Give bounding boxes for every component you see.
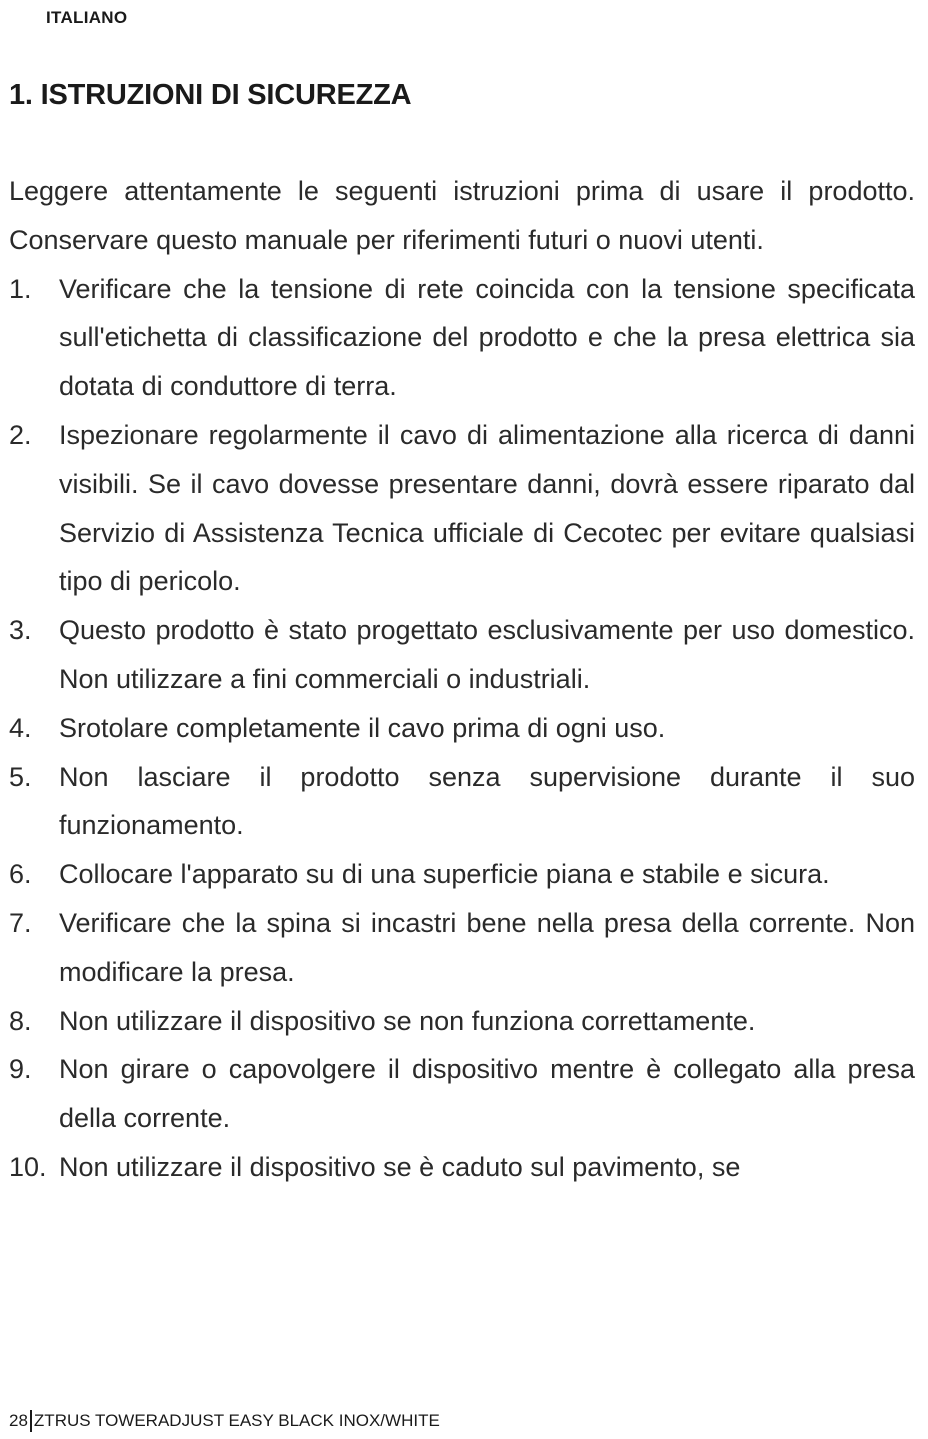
list-item-text: Verificare che la spina si incastri bene nella presa della corrente. Non modificare la presa.: [59, 907, 915, 987]
list-item: [9, 997, 915, 1046]
list-item-number: 6.: [9, 859, 32, 890]
list-item-text: Collocare l'apparato su di una superficie piana e stabile e sicura.: [59, 859, 830, 890]
list-item: [9, 753, 915, 851]
list-item-text: Verificare che la tensione di rete coincida con la tensione specificata sull'etichetta di classificazione del prodotto e che la presa elettrica sia dotata di conduttore di terra.: [59, 273, 915, 402]
list-item-text: Srotolare completamente il cavo prima di ogni uso.: [59, 712, 666, 743]
page-number: 28: [9, 1411, 28, 1430]
list-item-number: 4.: [9, 712, 32, 743]
intro-paragraph: Leggere attentamente le seguenti istruzioni prima di usare il prodotto. Conservare questo manuale per riferimenti futuri o nuovi utenti.: [9, 176, 915, 255]
section-content: [9, 167, 915, 1192]
footer-divider: [30, 1410, 32, 1432]
list-item-number: 5.: [9, 761, 32, 792]
safety-instructions-list: [9, 265, 915, 1192]
list-item-text: Non utilizzare il dispositivo se non funziona correttamente.: [59, 1005, 756, 1036]
list-item-number: 9.: [9, 1054, 32, 1085]
list-item: [9, 899, 915, 997]
list-item: [9, 265, 915, 411]
list-item-number: 8.: [9, 1005, 32, 1036]
list-item-text: Non utilizzare il dispositivo se è caduto sul pavimento, se: [59, 1151, 741, 1182]
list-item-text: Non girare o capovolgere il dispositivo mentre è collegato alla presa della corrente.: [59, 1054, 915, 1134]
list-item: [9, 606, 915, 704]
list-item: [9, 1143, 915, 1192]
list-item-text: Ispezionare regolarmente il cavo di alimentazione alla ricerca di danni visibili. Se il cavo dovesse presentare danni, dovrà essere riparato dal Servizio di Assistenza Tecnica ufficiale di Cecotec per evitare qualsiasi tipo di pericolo.: [59, 419, 915, 597]
language-label: ITALIANO: [46, 8, 128, 27]
list-item-text: Questo prodotto è stato progettato esclusivamente per uso domestico. Non utilizzare a fini commerciali o industriali.: [59, 615, 915, 694]
list-item: [9, 704, 915, 753]
list-item-number: 10.: [9, 1151, 47, 1182]
list-item: [9, 850, 915, 899]
list-item-number: 7.: [9, 907, 32, 938]
list-item-number: 1.: [9, 273, 32, 304]
list-item-number: 3.: [9, 615, 32, 646]
list-item-number: 2.: [9, 419, 32, 450]
page-footer: [9, 1410, 440, 1432]
section-title: 1. ISTRUZIONI DI SICUREZZA: [9, 79, 412, 111]
list-item: [9, 411, 915, 606]
list-item-text: Non lasciare il prodotto senza supervisione durante il suo funzionamento.: [59, 761, 915, 841]
product-name: ZTRUS TOWERADJUST EASY BLACK INOX/WHITE: [33, 1411, 440, 1430]
list-item: [9, 1045, 915, 1143]
